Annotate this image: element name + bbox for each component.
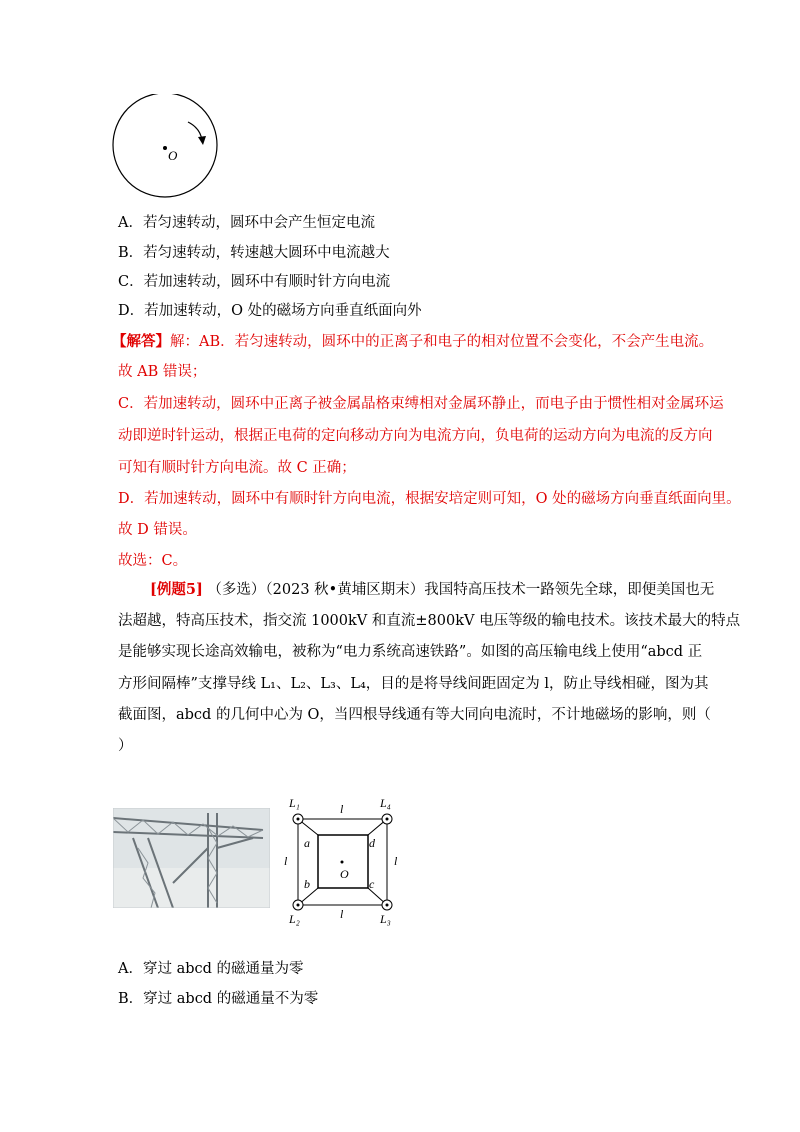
label-right-l: l: [394, 854, 398, 868]
example-line-3: 是能够实现长途高效输电，被称为“电力系统高速铁路”。如图的高压输电线上使用“abcd 正: [118, 644, 703, 660]
option2-a: A．穿过 abcd 的磁通量为零: [118, 961, 304, 977]
option-a: A．若匀速转动，圆环中会产生恒定电流: [118, 215, 375, 231]
label-bottom-l: l: [340, 907, 344, 921]
example-line-5: 截面图，abcd 的几何中心为 O，当四根导线通有等大同向电流时，不计地磁场的影响，则（: [118, 707, 711, 723]
conductor-l4: [382, 814, 392, 824]
solution-line-7: 故 D 错误。: [118, 522, 197, 538]
solution-line-5: 可知有顺时针方向电流。故 C 正确；: [118, 460, 356, 476]
example-line-2: 法超越，特高压技术，指交流 1000kV 和直流±800kV 电压等级的输电技术。该技术最大的特点: [118, 613, 741, 629]
arrow-head-icon: [198, 136, 206, 145]
metal-ring: [113, 94, 217, 197]
solution-line-8: 故选：C。: [118, 553, 188, 569]
solution-line-1: [112, 332, 713, 352]
option-d: D．若加速转动，O 处的磁场方向垂直纸面向外: [118, 303, 422, 319]
conductor-l3: [382, 900, 392, 910]
center-o-dot: [341, 861, 344, 864]
solution-line-2: 故 AB 错误；: [118, 364, 207, 380]
solution-tag: 【解答】: [112, 333, 170, 350]
label-c: c: [369, 877, 375, 891]
example-text-1: （多选）（2023 秋•黄埔区期末）我国特高压技术一路领先全球，即便美国也无: [207, 582, 715, 598]
label-l2: L₂: [289, 912, 300, 926]
label-d: d: [369, 836, 375, 850]
conductor-l1: [293, 814, 303, 824]
option-c: C．若加速转动，圆环中有顺时针方向电流: [118, 274, 391, 290]
ring-figure: [108, 94, 224, 198]
spacer-diagram: [282, 795, 407, 935]
label-top-l: l: [340, 802, 344, 816]
tower-photo: [113, 808, 270, 908]
example-line-6: ）: [118, 738, 133, 754]
solution-text-1: 解：AB．若匀速转动，圆环中的正离子和电子的相对位置不会变化，不会产生电流。: [170, 334, 714, 350]
option2-b: B．穿过 abcd 的磁通量不为零: [118, 991, 319, 1007]
example-line-4: 方形间隔棒”支撑导线 L₁、L₂、L₃、L₄，目的是将导线间距固定为 l，防止导线相碰，图为其: [118, 676, 709, 692]
label-o: O: [340, 867, 349, 881]
center-dot: [163, 146, 167, 150]
label-a: a: [304, 836, 310, 850]
label-l4: L₄: [380, 796, 391, 810]
label-l3: L₃: [380, 912, 391, 926]
solution-line-4: 动即逆时针运动，根据正电荷的定向移动方向为电流方向，负电荷的运动方向为电流的反方向: [118, 428, 713, 444]
solution-line-3: C．若加速转动，圆环中正离子被金属晶格束缚相对金属环静止，而电子由于惯性相对金属环运: [118, 396, 724, 412]
label-left-l: l: [284, 854, 288, 868]
option-b: B．若匀速转动，转速越大圆环中电流越大: [118, 245, 390, 261]
example-tag: [例题5]: [150, 581, 203, 598]
center-label: O: [168, 148, 178, 163]
example-line-1: [150, 580, 714, 600]
label-l1: L₁: [289, 796, 300, 810]
label-b: b: [304, 877, 310, 891]
solution-line-6: D．若加速转动，圆环中有顺时针方向电流，根据安培定则可知，O 处的磁场方向垂直纸面向里。: [118, 491, 741, 507]
conductor-l2: [293, 900, 303, 910]
